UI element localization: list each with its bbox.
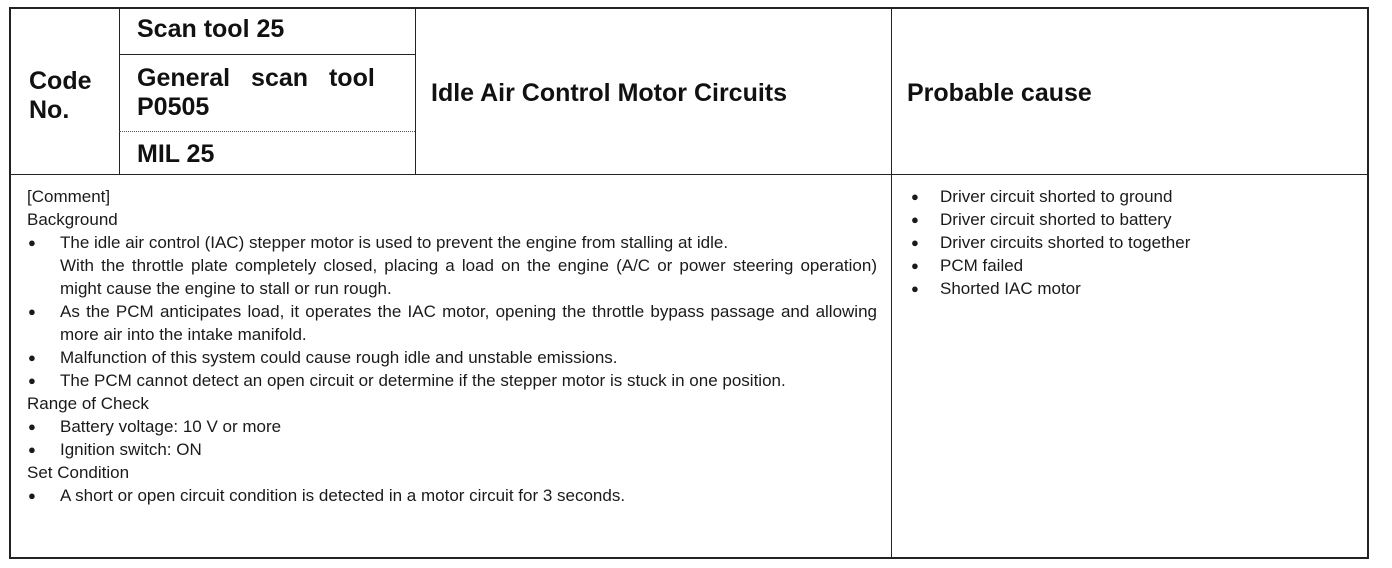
diagnostic-table — [9, 7, 1369, 559]
mil-code: MIL 25 — [137, 140, 215, 168]
probable-cause-item: ● PCM failed — [907, 254, 1347, 277]
probable-cause-item: ● Driver circuit shorted to battery — [907, 208, 1347, 231]
general-scan-tool-line2: P0505 — [137, 93, 210, 121]
probable-cause-item: ● Shorted IAC motor — [907, 277, 1347, 300]
background-item: ● The idle air control (IAC) stepper motor is used to prevent the engine from stalling at idle. — [27, 231, 877, 254]
range-item: ● Battery voltage: 10 V or more — [27, 415, 877, 438]
set-condition-item: ● A short or open circuit condition is detected in a motor circuit for 3 seconds. — [27, 484, 877, 507]
probable-cause-item: ● Driver circuit shorted to ground — [907, 185, 1347, 208]
comment-section — [27, 185, 877, 507]
background-heading: Background — [27, 210, 118, 229]
background-item: ● The PCM cannot detect an open circuit or determine if the stepper motor is stuck in one position. — [27, 369, 877, 392]
background-item: ● As the PCM anticipates load, it operates the IAC motor, opening the throttle bypass passage and allowing more air into the intake manifold. — [27, 300, 877, 346]
range-heading: Range of Check — [27, 394, 149, 413]
page-title: Idle Air Control Motor Circuits — [431, 79, 788, 107]
general-scan-tool-line1: General scan tool — [137, 64, 375, 92]
background-item: ● Malfunction of this system could cause rough idle and unstable emissions. — [27, 346, 877, 369]
row-divider-general — [119, 131, 415, 132]
col-divider-3 — [891, 9, 892, 557]
general-scan-tool-label — [137, 64, 405, 93]
set-condition-heading: Set Condition — [27, 463, 130, 482]
probable-cause-list — [907, 185, 1347, 300]
col-divider-2 — [415, 9, 416, 174]
probable-cause-heading: Probable cause — [907, 79, 1092, 107]
general-scan-tool-code — [137, 64, 405, 122]
comment-heading: [Comment] — [27, 187, 111, 206]
range-item: ● Ignition switch: ON — [27, 438, 877, 461]
background-item-continuation: With the throttle plate completely closed, placing a load on the engine (A/C or power steering operation) might cause the engine to stall or run rough. — [60, 256, 877, 298]
header-bottom-line — [11, 174, 1367, 175]
scan-tool-code: Scan tool 25 — [137, 15, 285, 43]
row-divider-scan — [119, 54, 415, 55]
probable-cause-item: ● Driver circuits shorted to together — [907, 231, 1347, 254]
code-no-label: Code No. — [29, 67, 92, 124]
